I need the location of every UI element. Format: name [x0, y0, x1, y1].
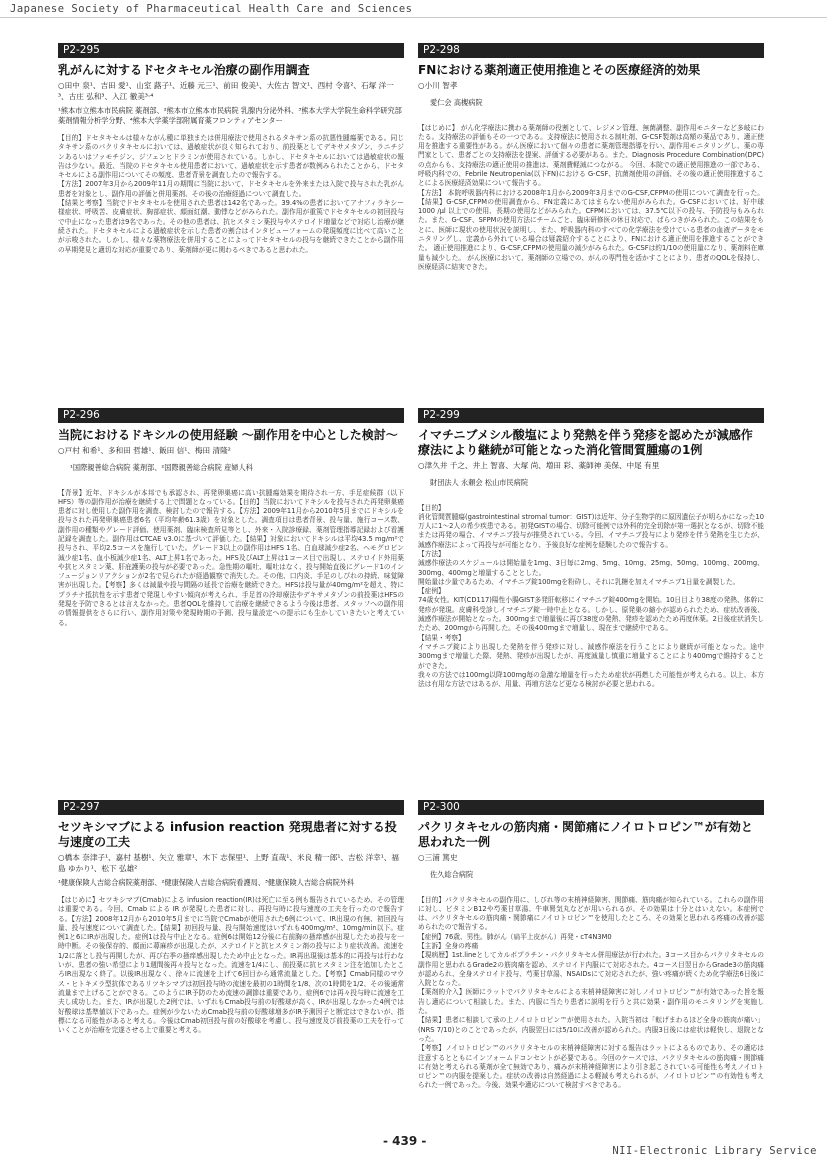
abstract-body: [58, 134, 404, 255]
body-paragraph: 【目的】: [418, 503, 445, 512]
abstract-title: 乳がんに対するドセタキセル治療の副作用調査: [58, 63, 310, 77]
body-paragraph: 【目的】パクリタキセルの副作用に、しびれ等の末梢神経障害、関節痛、筋肉痛が知られている。これらの副作用に対し、ビタミンB12や芍薬甘草湯、牛車腎気丸などが用いられるが、その効果は十分とはいえない。本症例では、パクリタキセルの筋肉痛・関節痛にノイロトロピン™を使用したところ、その効果と思われる疼痛の改善が認められたので報告する。: [418, 895, 764, 932]
abstract-id-badge: P2-299: [418, 408, 764, 423]
abstract-body: [418, 124, 764, 273]
body-paragraph: 開始量は少量であるため、イマチニブ錠100mgを粉砕し、それに乳糖を加えイマチニブ1日量を調製した。: [418, 577, 740, 586]
abstract-affiliation: ¹健康保険人吉総合病院薬剤部、²健康保険人吉総合病院看護局、³健康保険人吉総合病院外科: [58, 878, 355, 887]
body-paragraph: 【目的】ドセタキセルは様々ながん種に単独または併用療法で使用されるタキサン系の抗悪性腫瘍薬である。同じタキサン系のパクリタキセルにおいては、過敏症状が良く知られており、前投薬としてデキサメタゾン、ラニチジンあるいはファモチジン、ジフェンヒドラミンが使用されている。しかし、ドセタキセルにおいては過敏症状の報告は少ない。最近、当院のドセタキセル使用患者において、過敏症状を示す患者が数例みられたことから、ドセタキセルによる副作用についてその頻度、患者背景を調査したので報告する。: [58, 134, 404, 180]
abstract-title: FNにおける薬剤適正使用推進とその医療経済的効果: [418, 63, 701, 77]
abstract-authors: ○津久井 千之、井上 智喜、大塚 尚、増田 彩、薬師神 美保、中尾 有里: [418, 461, 660, 470]
abstract-affiliation: 愛仁会 高槻病院: [430, 97, 483, 107]
abstract-affiliation: ¹国際親善総合病院 薬剤部、²国際親善総合病院 産婦人科: [70, 462, 253, 472]
abstract-affiliation: 佐久総合病院: [430, 869, 474, 879]
body-paragraph: 【主訴】全身の疼痛: [418, 941, 479, 950]
footer-source: NII-Electronic Library Service: [612, 1145, 817, 1157]
page-number: - 439 -: [383, 1134, 427, 1148]
abstract-title: 当院におけるドキシルの使用経験 ～副作用を中心とした検討～: [58, 428, 398, 442]
abstract-body: [418, 896, 764, 1091]
body-paragraph: イマチニブ錠により出現した発熱を伴う発疹に対し、減感作療法を行うことにより継続が可能となった。途中300mgまで増量した際、発熱、発疹が出現したが、再度減量し慎重に増量することにより400mgで維持することができた。: [418, 642, 764, 670]
body-paragraph: 【結果】患者に相談して承の上ノイロトロピン™が使用された。入院当初は「転げまわるほど全身の筋肉が痛い」(NRS 7/10)とのことであったが、内服翌日には5/10に改善が認められた。内服3日後には症状は軽快し、退院となった。: [418, 1016, 764, 1043]
body-paragraph: 【方法】2007年3月から2009年11月の期間に当院において、ドセタキセルを外来または入院で投与された乳がん患者を対象とし、副作用の評価と併用薬剤、その後の治療経過について調査した。: [58, 180, 404, 198]
abstract-affiliation: 財団法人 永頼会 松山市民病院: [430, 477, 529, 487]
body-paragraph: 【現病歴】1st.lineとしてカルボプラチン・パクリタキセル併用療法が行われた。3コース目からパクリタキセルの副作用と思われるGrade2の筋肉痛を認め、ステロイド内服にて対応された。4コース目翌日からGrade3の筋肉痛が認められ、全身ステロイド投与、芍薬甘草湯、NSAIDsにて対応されたが、強い疼痛が続くため化学療法6日後に入院となった。: [418, 951, 764, 988]
abstract-body: [58, 489, 404, 628]
abstract-authors: ○田中 泉¹、吉田 愛¹、山室 蕗子¹、近藤 元三¹、前田 俊美¹、大佐古 智文¹、西村 令喜²、石塚 洋一³、古庄 弘和³、入江 徹美³·⁴: [58, 81, 394, 101]
body-paragraph: 【はじめに】 がん化学療法に携わる薬剤師の役割として、レジメン管理、無菌調整、副作用モニターなど多岐にわたる。支持療法の評価もその一つである。支持療法に使用される制吐剤、G-CSF製剤は高額の薬品であり、適正使用を推進する重要性がある。がん医療において個々の患者に薬剤管理指導を行い、副作用モニタリングし、薬の専門家として、患者ごとの支持療法を提案、評価する必要がある。また、Diagnosis Procedure Combination(DPC)の点からも、支持療法の適正使用の推進は、薬剤費軽減につながる。 今回、本院での適正使用推進の一部である、呼吸内科での、Febrile Neutropenia(以下FN)における G-CSF、抗菌剤使用の評価、その後の適正使用推進することによる医療経済効果について報告する。: [418, 123, 764, 188]
abstract-id-badge: P2-295: [58, 43, 404, 58]
body-paragraph: 【はじめに】セツキシマブ(Cmab)による infusion reaction(IR)は死亡に至る例も報告されているため、その管理は重要である。今回、Cmab による IR が発現した患者に対し、再投与時に投与速度の工夫を行ったので報告する。【方法】2008年12月から2010年5月までに当院でCmabが使用された6例について、IR出現の有無、初回投与量、投与速度について調査した。【結果】初回投与量、投与開始速度はいずれも400mg/m²、10mg/min以下。症例1と6にIRが出現した。症例1は投与中止となる。症例6は開始12分後に右前胸の掻痒感が出現したため投与を一時中断。その後保存的、顔面に蕁麻疹が出現したが、ステロイドと抗ヒスタミン剤の投与により症状改善。流速を1/2に落とし投与再開したが、再び右季の掻痒感出現したため中止となった。IR再出現後は基本的に再投与は行わないが、患者の強い希望により1週間後再々投与となった。流速を1/4にし、前投薬に抗ヒスタミン注を追加したところIR出現なく終了。以後IR出現なく、徐々に流速を上げて6回目から通常流量とした。【考察】Cmab同様のマウス・ヒトキメラ型抗体であるリツキシマブは初回投与時の流速を最初の1時間を1/8、次の1時間を1/2、その後通常流量まで上げることができる。このようにIR予防のため流速の調節は重要であり、症例6では再々投与時に流速を工夫し成功した。また、IRが出現した2例では、いずれもCmab投与前の好酸球が高く、IRが出現しなかった4例では好酸球は基準値以下であった。症例が少ないためCmab投与前の好酸球増多がIR予測因子と断定はできないが、指標になる可能性があると考える。今後はCmab初回投与前の好酸球を考慮し、投与速度及び前投薬の工夫を行っていくことが治療を完遂させる上で重要と考える。: [58, 896, 404, 1035]
abstract-body: [418, 504, 764, 690]
abstract-p2-297: [58, 800, 404, 1130]
abstract-authors: ○三浦 篤史: [418, 853, 458, 862]
body-paragraph: 【方法】 本院呼吸器内科における2008年1月から2009年3月までのG-CSF,CFPMの使用について調査を行った。【結果】G-CSF,CFPMの使用調査から、FN定義にあてはまらない使用がみられた。G-CSFにおいては、好中球1000 /μl 以上での使用、長期の使用などがみられた。CFPMにおいては、37.5℃以下の投与、予防投与もみられた。また、G-CSF、SFPMの使用方法にチームごと、臨床研修医の休日対応で、ばらつきがみられた。この結果をもとに、医師に現状の使用状況を説明し、また、呼吸器内科のすべての化学療法を受けている患者の血液データをモニタリングし、定義から外れている場合は疑義紹介することにより、FNにおける適正使用を推進することができた。 適正使用推進により、G-CSF,CFPMの使用量の減少がみられた。G-CSFは約1/10の使用量になり、薬剤料在庫量も減少した。 がん医療において、薬剤師の立場での、がんの専門性を活かすことにより、患者のQOLを保持し、医療経済に結実できた。: [418, 188, 764, 271]
abstract-id-badge: P2-297: [58, 800, 404, 815]
abstract-title: イマチニブメシル酸塩により発熱を伴う発疹を認めたが減感作療法により継続が可能となった消化管間質腫瘍の1例: [418, 428, 753, 457]
abstract-authors: ○小川 智孝: [418, 81, 458, 90]
body-paragraph: 【考察】ノイロトロピン™のパクリタキセルの末梢神経障害に対する報告はラットによるものであり、その適応は注意するとともにインフォームドコンセントが必要である。今回のケースでは、パクリタキセルの筋肉痛・関節痛に有効と考えられる薬剤が全て無効であり、痛みが末梢神経障害により引き起こされている可能性も考えノイロトロピン™の内服を提案した。症状の改善は自然経過による軽減も考えられるが、ノイロトロピン™の有効性も考えられた一例であった。今後、効果や適応について検討すべきである。: [418, 1044, 764, 1090]
header-rule: [0, 17, 827, 18]
body-paragraph: 【症例】76歳、男性。肺がん（扁平上皮がん）再発・cT4N3M0: [418, 932, 612, 941]
abstract-authors: ○戸村 和希¹、多和田 哲雄¹、飯田 信¹、梅田 清隆²: [58, 446, 231, 455]
body-paragraph: 【結果と考察】当院でドセタキセルを使用された患者は142名であった。39.4%の患者においてアナフィラキシー様症状、呼吸苦、皮膚症状、胸部症状、顔面紅潮、動悸などがみられた。副作用が重篤でドセタキセルの初回投与で中止になった患者は9名であった。その他の患者は、抗ヒスタミン薬投与やステロイド増量などで対応し治療が継続された。ドセタキセルによる過敏症状を示した患者の割合はインタビューフォームの発現頻度に比べて高いことが示唆された。しかし、様々な薬物療法を併用することによってドセタキセルの投与を継続できたことから副作用の早期発見と適切な対応が重要であり、薬剤師が更に関わるべきであると思われた。: [58, 199, 404, 254]
body-paragraph: 74歳女性。KIT(CD117)陽性小腸GIST多発肝転移にイマチニブ錠400mgを開始。10日目より38度の発熱、体幹に発疹が発現。皮膚科受診しイマチニブ錠一時中止となる。しかし、原発巣の縮小が認められたため、症状改善後、減感作療法が開始となった。300mgまで増量後に再び38度の発熱、発疹を認めたため再度休薬。2日後症状消失したため、200mgから再開した。その後400mgまで増量し、現在まで継続中である。: [418, 596, 764, 633]
abstract-body: [58, 896, 404, 1035]
body-paragraph: 【背景】近年、ドキシルが本邦でも承認され、再発卵巣癌に高い抗腫瘍効果を期待され一方、手足症候群（以下HFS）等の副作用が治療を継続する上で問題となっている。【目的】当院においてドキシルを投与された再発卵巣癌患者に対し使用した副作用を調査、検討したので報告する。【方法】2009年11月から2010年5月までにドキシルを投与された再発卵巣癌患者6名（平均年齢61.3歳）を対象とした。調査項目は患者背景、投与量、施行コース数、副作用の種類やグレード評価、使用薬剤、臨床検査所見等とし、外来・入院診療録、薬剤管理指導記録および看護記録を調査した。副作用はCTCAE v3.0に基づいて評価した。【結果】対象においてドキシルは平均43.5 mg/m²で投与され、平均2.5コースを施行していた。グレード3以上の副作用はHFS 1名、白血球減少症2名、ヘモグロビン減少症1名、血小板減少症1名、ALT上昇1名であった。HFS及びALT上昇は1コース目で出現し、ステロイド外用薬や抗ヒスタミン薬、肝庇護薬の投与が必要であった。急性期の嘔吐、嘔吐はなく、投与開始直後にグレード1のインフュージョンリアクションが2名で見られたが経過観察で消失した。その他、口内炎、手足のしびれの持続、味覚障害が出現した。【考察】多くは減量や投与間隔の延長で治療を継続できた。HFSは投与量が40mg/m²を超え、特にプラチナ抵抗性を示す患者で発現しやすい傾向が考えられ、手足首の冷却療法やデキサメタゾンの前投薬はHFSの発現を予防できるとは言えなかった。患者QOLを維持して治療を継続できるよう今後は患者、スタッフへの副作用の情報提供をさらに行い、副作用対策や発現時期の予測、投与量設定への提示にも生かしていきたいと考えている。: [58, 488, 404, 627]
journal-header: Japanese Society of Pharmaceutical Health Care and Sciences: [10, 3, 413, 15]
abstract-p2-299: [418, 408, 764, 793]
abstract-id-badge: P2-300: [418, 800, 764, 815]
abstract-affiliation: ¹熊本市立熊本市民病院 薬剤部、²熊本市立熊本市民病院 乳腺内分泌外科、³熊本大学大学院生命科学研究部 薬剤情報分析学分野、⁴熊本大学薬学部附属育薬フロンティアセンター: [58, 106, 402, 125]
body-paragraph: 【薬剤的介入】医師にラットでパクリタキセルによる末梢神経障害に対しノイロトロピン™が有効であった旨を報告し適応について相談した。また、内服に当たり患者に説明を行うと共に効果・副作用のモニタリングを実施した。: [418, 988, 764, 1016]
abstract-id-badge: P2-298: [418, 43, 764, 58]
body-paragraph: 我々の方法では100mg以降100mg毎の急激な増量を行ったため症状が再燃した可能性が考えられる。以上、本方法は有用な方法ではあるが、用量、再増方法など更なる検討が必要と思われる。: [418, 670, 764, 689]
body-paragraph: 【結果・考察】: [418, 633, 465, 642]
abstract-id-badge: P2-296: [58, 408, 404, 423]
abstract-p2-300: [418, 800, 764, 1130]
abstract-title: パクリタキセルの筋肉痛・関節痛にノイロトロピン™が有効と思われた一例: [418, 820, 753, 849]
body-paragraph: 減感作療法のスケジュールは開始量を1mg、3日毎に2mg、5mg、10mg、25mg、50mg、100mg、200mg、300mg、400mgと増量することとした。: [418, 559, 764, 577]
abstract-title: セツキシマブによる infusion reaction 発現患者に対する投与速度の工夫: [58, 820, 397, 849]
abstract-p2-296: [58, 408, 404, 793]
body-paragraph: 【方法】: [418, 549, 445, 558]
abstract-p2-298: [418, 43, 764, 398]
abstract-p2-295: [58, 43, 404, 398]
abstract-authors: ○橋本 奈津子¹、嘉村 基樹¹、矢立 雅章¹、木下 志保里¹、上野 直哉¹、米良 精一郎¹、吉松 洋幸¹、福島 ゆかり¹、松下 弘雄²: [58, 853, 399, 873]
body-paragraph: 消化管間質腫瘍(gastrointestinal stromal tumor：GIST)は近年、分子生物学的に原因遺伝子が明らかになった10万人に1～2人の希少疾患である。初発GISTの場合、切除可能例では外科的完全切除が第一選択となるが、切除不能または再発の場合、イマチニブ投与が推奨されている。今回、イマチニブ投与により発疹を伴う発熱を生じたが、減感作療法によって再投与が可能となり、予後良好な症例を経験したので報告する。: [418, 512, 764, 549]
body-paragraph: 【症例】: [418, 587, 445, 596]
